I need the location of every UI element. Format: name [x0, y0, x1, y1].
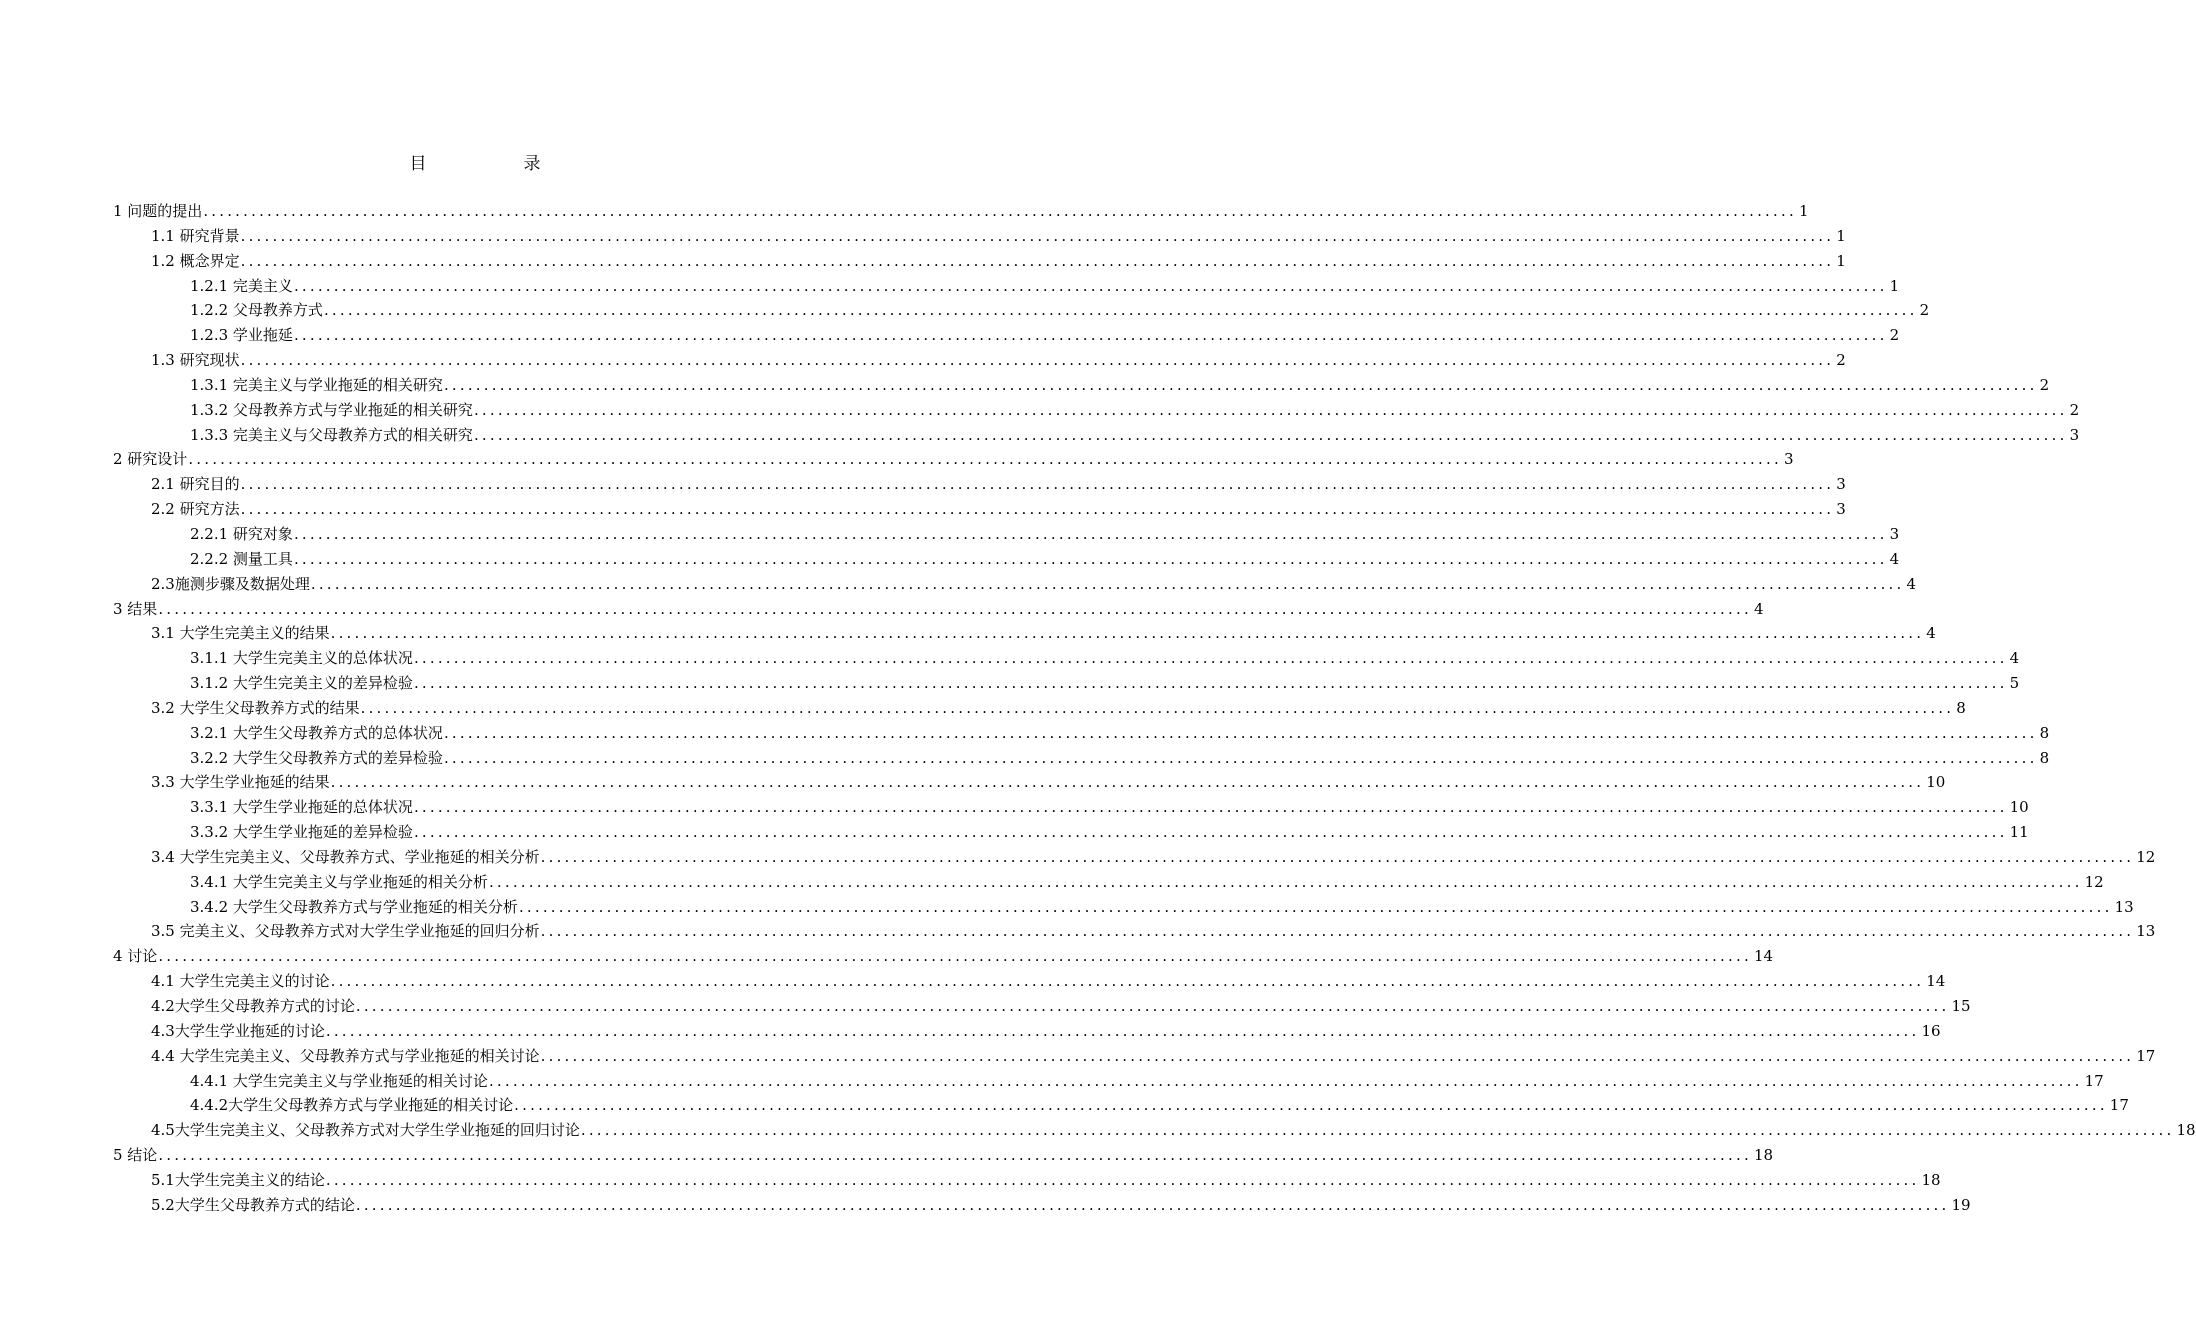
toc-leader-dots: ........................................................................................................................................................................................................	[323, 301, 1918, 320]
toc-entry-label: 3.3 大学生学业拖延的结果	[151, 770, 331, 795]
toc-entry-page: 4	[1904, 572, 1916, 597]
toc-entry-label: 3.2.1 大学生父母教养方式的总体状况	[190, 721, 444, 746]
toc-entry-label: 3.4.2 大学生父母教养方式与学业拖延的相关分析	[190, 895, 519, 920]
toc-entry-line	[113, 944, 1774, 969]
toc-entry-page: 13	[2113, 895, 2134, 920]
toc-entry-line	[190, 274, 1900, 299]
toc-leader-dots: ........................................................................................................................................................................................................	[158, 1146, 1752, 1165]
toc-entry-line	[151, 348, 1846, 373]
toc-entry-page: 17	[2134, 1044, 2155, 1069]
toc-entry-label: 3.3.1 大学生学业拖延的总体状况	[190, 795, 414, 820]
toc-entry[interactable]	[0, 621, 1936, 646]
toc-leader-dots: ........................................................................................................................................................................................................	[330, 773, 1925, 792]
toc-entry[interactable]	[0, 199, 1809, 224]
toc-entry-page: 10	[2008, 795, 2029, 820]
page-title: 目 录	[409, 154, 581, 174]
toc-entry-label: 1.2.2 父母教养方式	[190, 298, 324, 323]
toc-entry-page: 14	[1752, 944, 1773, 969]
toc-entry-page: 3	[1782, 447, 1794, 472]
table-of-contents	[0, 199, 2196, 1218]
toc-entry-line	[151, 696, 1966, 721]
toc-entry-page: 10	[1924, 770, 1945, 795]
toc-entry-line	[190, 522, 1900, 547]
toc-entry[interactable]	[0, 746, 2050, 771]
toc-entry-line	[113, 199, 1809, 224]
toc-entry-line	[151, 994, 1971, 1019]
toc-entry-line	[151, 1118, 2196, 1143]
toc-entry-line	[113, 447, 1794, 472]
toc-entry-label: 1.2 概念界定	[151, 249, 241, 274]
toc-entry-page: 2	[1918, 298, 1930, 323]
toc-entry-page: 2	[1888, 323, 1900, 348]
toc-entry-label: 2.2.2 测量工具	[190, 547, 294, 572]
toc-entry-page: 2	[2068, 398, 2080, 423]
toc-entry[interactable]	[0, 547, 1900, 572]
toc-entry-line	[190, 373, 2050, 398]
toc-entry[interactable]	[0, 522, 1900, 547]
toc-entry-label: 4.3大学生学业拖延的讨论	[151, 1019, 326, 1044]
toc-entry-line	[190, 820, 2029, 845]
toc-leader-dots: ........................................................................................................................................................................................................	[355, 1195, 1950, 1214]
toc-leader-dots: ........................................................................................................................................................................................................	[413, 823, 2008, 842]
toc-entry-label: 1.3.1 完美主义与学业拖延的相关研究	[190, 373, 444, 398]
toc-entry[interactable]	[0, 671, 2020, 696]
toc-entry-page: 18	[1919, 1168, 1940, 1193]
toc-entry-label: 3.3.2 大学生学业拖延的差异检验	[190, 820, 414, 845]
toc-entry-page: 3	[2068, 423, 2080, 448]
toc-leader-dots: ........................................................................................................................................................................................................	[488, 1071, 2083, 1090]
toc-entry-label: 4.5大学生完美主义、父母教养方式对大学生学业拖延的回归讨论	[151, 1118, 581, 1143]
toc-entry-page: 5	[2008, 671, 2020, 696]
toc-entry-line	[190, 646, 2020, 671]
toc-entry-page: 3	[1888, 522, 1900, 547]
toc-entry-page: 3	[1834, 472, 1846, 497]
toc-entry-page: 12	[2134, 845, 2155, 870]
toc-leader-dots: ........................................................................................................................................................................................................	[188, 450, 1782, 469]
toc-entry[interactable]	[0, 1118, 2196, 1143]
toc-entry[interactable]	[0, 870, 2104, 895]
toc-leader-dots: ........................................................................................................................................................................................................	[488, 872, 2083, 891]
toc-entry-label: 4.1 大学生完美主义的讨论	[151, 969, 331, 994]
toc-entry-page: 18	[1752, 1143, 1773, 1168]
toc-entry-label: 5.2大学生父母教养方式的结论	[151, 1193, 356, 1218]
toc-entry[interactable]	[0, 274, 1900, 299]
toc-leader-dots: ........................................................................................................................................................................................................	[413, 674, 2008, 693]
toc-entry[interactable]	[0, 820, 2029, 845]
toc-entry-page: 2	[1834, 348, 1846, 373]
toc-entry[interactable]	[0, 472, 1846, 497]
toc-leader-dots: ........................................................................................................................................................................................................	[293, 524, 1888, 543]
toc-leader-dots: ........................................................................................................................................................................................................	[473, 425, 2068, 444]
toc-entry-page: 1	[1834, 249, 1846, 274]
toc-entry-line	[151, 472, 1846, 497]
toc-entry-line	[190, 721, 2050, 746]
toc-entry-label: 3.1.2 大学生完美主义的差异检验	[190, 671, 414, 696]
toc-entry-label: 4.2大学生父母教养方式的讨论	[151, 994, 356, 1019]
toc-leader-dots: ........................................................................................................................................................................................................	[293, 276, 1888, 295]
toc-entry-page: 13	[2134, 919, 2155, 944]
toc-entry[interactable]	[0, 895, 2134, 920]
toc-entry-label: 2.3施测步骤及数据处理	[151, 572, 311, 597]
toc-entry-label: 3.1 大学生完美主义的结果	[151, 621, 331, 646]
toc-entry-page: 11	[2008, 820, 2029, 845]
toc-leader-dots: ........................................................................................................................................................................................................	[310, 574, 1905, 593]
toc-entry[interactable]	[0, 1093, 2129, 1118]
toc-entry-line	[151, 845, 2156, 870]
toc-entry[interactable]	[0, 1069, 2104, 1094]
toc-entry[interactable]	[0, 646, 2020, 671]
toc-entry[interactable]	[0, 572, 1917, 597]
toc-entry[interactable]	[0, 373, 2050, 398]
toc-entry-line	[151, 497, 1846, 522]
toc-entry[interactable]	[0, 224, 1846, 249]
toc-entry-label: 3 结果	[113, 597, 158, 622]
toc-entry[interactable]	[0, 348, 1846, 373]
toc-entry-page: 14	[1924, 969, 1945, 994]
toc-entry-page: 1	[1834, 224, 1846, 249]
toc-entry-line	[190, 1069, 2104, 1094]
toc-leader-dots: ........................................................................................................................................................................................................	[330, 624, 1925, 643]
toc-entry-page: 2	[2038, 373, 2050, 398]
toc-entry-label: 5.1大学生完美主义的结论	[151, 1168, 326, 1193]
toc-entry-line	[190, 671, 2020, 696]
toc-entry-label: 1.3 研究现状	[151, 348, 241, 373]
toc-entry-label: 2.1 研究目的	[151, 472, 241, 497]
toc-entry-line	[151, 224, 1846, 249]
toc-entry-line	[190, 746, 2050, 771]
toc-entry-label: 4 讨论	[113, 944, 158, 969]
toc-entry-line	[151, 1168, 1941, 1193]
toc-leader-dots: ........................................................................................................................................................................................................	[540, 847, 2135, 866]
toc-entry-label: 1.1 研究背景	[151, 224, 241, 249]
toc-entry[interactable]	[0, 398, 2080, 423]
toc-leader-dots: ........................................................................................................................................................................................................	[580, 1121, 2175, 1140]
toc-entry[interactable]	[0, 994, 1971, 1019]
toc-entry-line	[151, 969, 1946, 994]
toc-entry-line	[151, 1019, 1941, 1044]
toc-entry-page: 4	[1888, 547, 1900, 572]
toc-entry[interactable]	[0, 323, 1900, 348]
toc-entry-label: 2.2.1 研究对象	[190, 522, 294, 547]
toc-entry[interactable]	[0, 795, 2029, 820]
toc-entry-label: 3.1.1 大学生完美主义的总体状况	[190, 646, 414, 671]
toc-entry-line	[190, 547, 1900, 572]
toc-entry-label: 5 结论	[113, 1143, 158, 1168]
toc-leader-dots: ........................................................................................................................................................................................................	[443, 375, 2038, 394]
toc-entry-page: 8	[1954, 696, 1966, 721]
toc-entry-line	[151, 770, 1946, 795]
toc-leader-dots: ........................................................................................................................................................................................................	[158, 947, 1752, 966]
toc-entry-label: 3.4.1 大学生完美主义与学业拖延的相关分析	[190, 870, 489, 895]
toc-entry-page: 18	[2174, 1118, 2195, 1143]
toc-leader-dots: ........................................................................................................................................................................................................	[240, 351, 1835, 370]
toc-entry[interactable]	[0, 1193, 1971, 1218]
toc-leader-dots: ........................................................................................................................................................................................................	[240, 226, 1835, 245]
toc-entry-line	[151, 249, 1846, 274]
toc-entry[interactable]	[0, 721, 2050, 746]
toc-leader-dots: ........................................................................................................................................................................................................	[293, 326, 1888, 345]
toc-entry[interactable]	[0, 597, 1764, 622]
toc-leader-dots: ........................................................................................................................................................................................................	[240, 500, 1835, 519]
toc-entry-page: 16	[1919, 1019, 1940, 1044]
toc-entry[interactable]	[0, 944, 1774, 969]
toc-leader-dots: ........................................................................................................................................................................................................	[514, 1096, 2108, 1115]
toc-entry-page: 3	[1834, 497, 1846, 522]
toc-entry-label: 1.2.3 学业拖延	[190, 323, 294, 348]
toc-entry-line	[190, 1093, 2129, 1118]
toc-entry-label: 3.5 完美主义、父母教养方式对大学生学业拖延的回归分析	[151, 919, 541, 944]
toc-entry[interactable]	[0, 1044, 2156, 1069]
toc-entry-line	[151, 1044, 2156, 1069]
toc-entry-line	[190, 870, 2104, 895]
toc-leader-dots: ........................................................................................................................................................................................................	[443, 748, 2038, 767]
toc-entry[interactable]	[0, 497, 1846, 522]
toc-entry-page: 8	[2038, 721, 2050, 746]
toc-entry[interactable]	[0, 298, 1930, 323]
toc-leader-dots: ........................................................................................................................................................................................................	[473, 400, 2068, 419]
toc-entry-line	[151, 572, 1917, 597]
toc-entry-line	[190, 895, 2134, 920]
toc-leader-dots: ........................................................................................................................................................................................................	[360, 698, 1955, 717]
toc-entry[interactable]	[0, 696, 1966, 721]
toc-entry-line	[190, 298, 1930, 323]
toc-entry[interactable]	[0, 770, 1946, 795]
toc-entry-label: 2.2 研究方法	[151, 497, 241, 522]
toc-entry-page: 17	[2083, 1069, 2104, 1094]
toc-leader-dots: ........................................................................................................................................................................................................	[330, 972, 1925, 991]
toc-entry-page: 17	[2108, 1093, 2129, 1118]
toc-leader-dots: ........................................................................................................................................................................................................	[413, 798, 2008, 817]
toc-leader-dots: ........................................................................................................................................................................................................	[325, 1170, 1920, 1189]
toc-entry-page: 15	[1949, 994, 1970, 1019]
toc-entry-line	[151, 1193, 1971, 1218]
toc-entry-label: 1.3.2 父母教养方式与学业拖延的相关研究	[190, 398, 474, 423]
toc-entry-line	[190, 398, 2080, 423]
toc-leader-dots: ........................................................................................................................................................................................................	[540, 922, 2135, 941]
toc-leader-dots: ........................................................................................................................................................................................................	[240, 475, 1835, 494]
toc-entry-page: 12	[2083, 870, 2104, 895]
toc-entry[interactable]	[0, 423, 2080, 448]
toc-entry-page: 4	[1752, 597, 1764, 622]
toc-entry-label: 1.3.3 完美主义与父母教养方式的相关研究	[190, 423, 474, 448]
toc-entry[interactable]	[0, 1143, 1774, 1168]
toc-entry[interactable]	[0, 1019, 1941, 1044]
toc-entry-line	[190, 323, 1900, 348]
toc-entry-label: 2 研究设计	[113, 447, 188, 472]
toc-entry-page: 4	[2008, 646, 2020, 671]
toc-entry-page: 4	[1924, 621, 1936, 646]
toc-leader-dots: ........................................................................................................................................................................................................	[518, 897, 2113, 916]
toc-entry-line	[113, 597, 1764, 622]
toc-entry-label: 3.4 大学生完美主义、父母教养方式、学业拖延的相关分析	[151, 845, 541, 870]
toc-entry-label: 1.2.1 完美主义	[190, 274, 294, 299]
toc-entry-label: 3.2.2 大学生父母教养方式的差异检验	[190, 746, 444, 771]
toc-entry-page: 1	[1797, 199, 1809, 224]
toc-entry[interactable]	[0, 1168, 1941, 1193]
toc-entry-line	[190, 423, 2080, 448]
toc-entry-label: 4.4.1 大学生完美主义与学业拖延的相关讨论	[190, 1069, 489, 1094]
toc-entry-label: 1 问题的提出	[113, 199, 203, 224]
toc-entry-page: 1	[1888, 274, 1900, 299]
toc-entry-line	[151, 621, 1936, 646]
toc-leader-dots: ........................................................................................................................................................................................................	[203, 202, 1797, 220]
toc-entry-line	[190, 795, 2029, 820]
toc-entry-page: 19	[1949, 1193, 1970, 1218]
toc-entry-label: 3.2 大学生父母教养方式的结果	[151, 696, 361, 721]
toc-leader-dots: ........................................................................................................................................................................................................	[240, 251, 1835, 270]
toc-leader-dots: ........................................................................................................................................................................................................	[293, 549, 1888, 568]
toc-entry[interactable]	[0, 447, 1794, 472]
toc-entry-line	[151, 919, 2156, 944]
toc-leader-dots: ........................................................................................................................................................................................................	[158, 599, 1752, 618]
toc-entry[interactable]	[0, 845, 2156, 870]
toc-leader-dots: ........................................................................................................................................................................................................	[325, 1021, 1920, 1040]
toc-entry[interactable]	[0, 919, 2156, 944]
toc-leader-dots: ........................................................................................................................................................................................................	[413, 649, 2008, 668]
toc-entry-line	[113, 1143, 1774, 1168]
toc-entry[interactable]	[0, 249, 1846, 274]
toc-entry-page: 8	[2038, 746, 2050, 771]
toc-leader-dots: ........................................................................................................................................................................................................	[355, 997, 1950, 1015]
toc-entry-label: 4.4.2大学生父母教养方式与学业拖延的相关讨论	[190, 1093, 514, 1118]
toc-leader-dots: ........................................................................................................................................................................................................	[443, 723, 2038, 742]
toc-leader-dots: ........................................................................................................................................................................................................	[540, 1046, 2135, 1065]
toc-entry[interactable]	[0, 969, 1946, 994]
toc-entry-label: 4.4 大学生完美主义、父母教养方式与学业拖延的相关讨论	[151, 1044, 541, 1069]
